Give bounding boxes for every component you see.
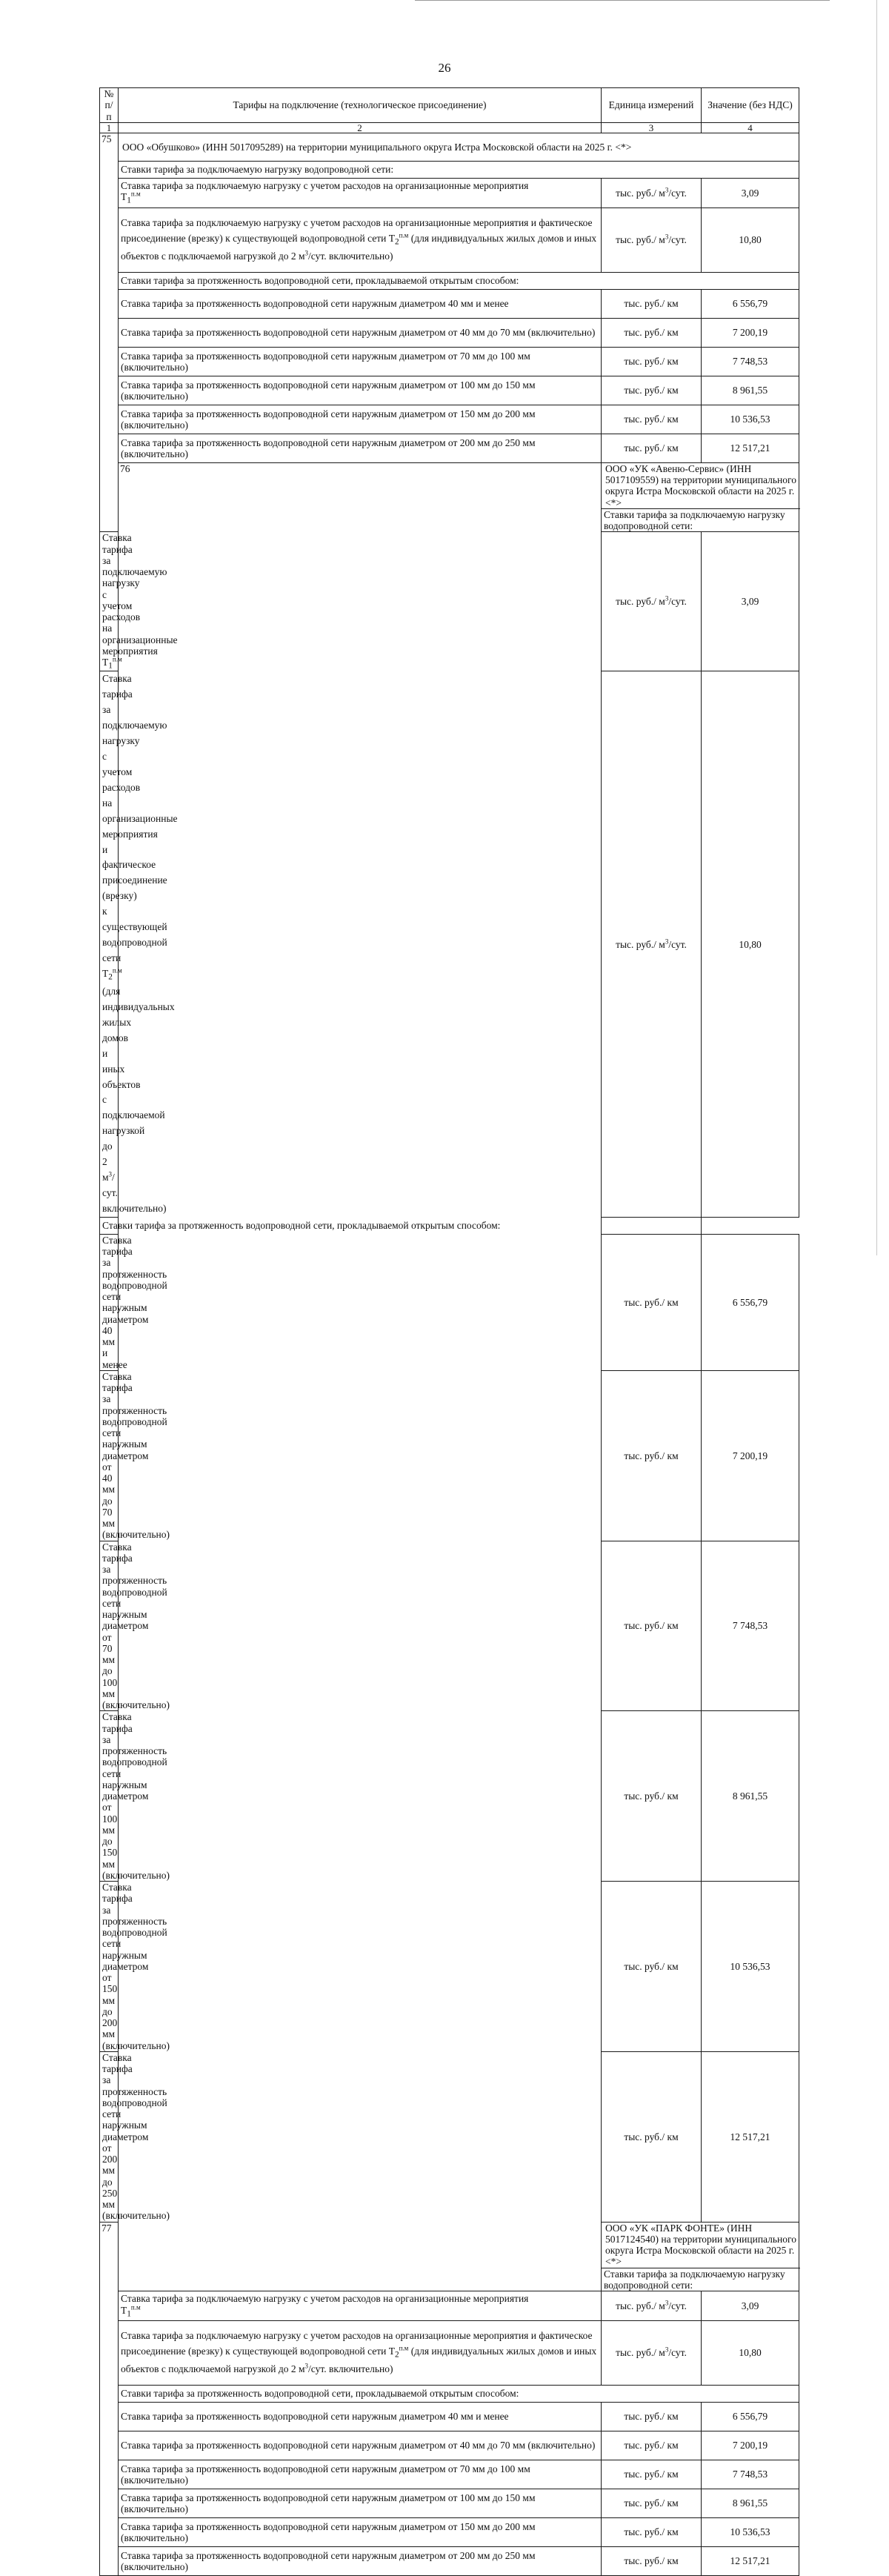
rate-length-desc: Ставка тарифа за протяженность водопроводной сети наружным диаметром от 70 мм до 100 мм (включительно) bbox=[119, 2460, 602, 2489]
section-row bbox=[100, 2386, 799, 2403]
unit-load-base: тыс. руб./ м bbox=[616, 2300, 665, 2311]
unit-load-exp: 3 bbox=[665, 186, 669, 194]
section-length-label: Ставки тарифа за протяженность водопроводной сети, прокладываемой открытым способом: bbox=[119, 2386, 799, 2403]
unit-length: тыс. руб./ км bbox=[602, 376, 702, 405]
value-rate-length: 6 556,79 bbox=[702, 2403, 799, 2431]
unit-load-tail: /сут. bbox=[668, 938, 687, 950]
unit-length: тыс. руб./ км bbox=[602, 2431, 702, 2460]
rate-length-desc: Ставка тарифа за протяженность водопроводной сети наружным диаметром от 40 мм до 70 мм (включительно) bbox=[100, 1370, 119, 1541]
rate-length-desc: Ставка тарифа за протяженность водопроводной сети наружным диаметром от 100 мм до 150 мм (включительно) bbox=[119, 376, 602, 405]
rate-length-desc: Ставка тарифа за протяженность водопроводной сети наружным диаметром от 100 мм до 150 мм (включительно) bbox=[119, 2489, 602, 2518]
section-load-label: Ставки тарифа за подключаемую нагрузку водопроводной сети: bbox=[602, 2268, 799, 2291]
org-number: 77 bbox=[100, 2222, 119, 2576]
value-rate-length: 7 748,53 bbox=[702, 347, 799, 376]
value-rate-length: 6 556,79 bbox=[702, 289, 799, 318]
unit-length: тыс. руб./ км bbox=[602, 1541, 702, 1711]
value-rate-load-org: 3,09 bbox=[702, 178, 799, 208]
table-row bbox=[100, 2321, 799, 2386]
value-rate-length: 8 961,55 bbox=[702, 2489, 799, 2518]
unit-load bbox=[602, 178, 702, 208]
value-rate-length: 12 517,21 bbox=[702, 2051, 799, 2222]
rate-load-org-text: Ставка тарифа за подключаемую нагрузку с учетом расходов на организационные мероприятия bbox=[121, 2293, 529, 2305]
tariff-symbol-sub: 1 bbox=[127, 2309, 131, 2319]
table-row bbox=[100, 2460, 799, 2489]
rate-length-desc: Ставка тарифа за протяженность водопроводной сети наружным диаметром от 150 мм до 200 мм (включительно) bbox=[119, 405, 602, 434]
value-rate-length: 10 536,53 bbox=[702, 1882, 799, 2052]
rate-load-org-text: Ставка тарифа за подключаемую нагрузку с учетом расходов на организационные мероприятия bbox=[121, 179, 529, 191]
value-rate-length: 6 556,79 bbox=[702, 1234, 799, 1370]
unit-length: тыс. руб./ км bbox=[602, 2051, 702, 2222]
unit-load-base: тыс. руб./ м bbox=[616, 2347, 665, 2359]
value-rate-load-org: 3,09 bbox=[702, 2291, 799, 2321]
header-value: Значение (без НДС) bbox=[702, 88, 799, 123]
rate-length-desc: Ставка тарифа за протяженность водопроводной сети наружным диаметром от 150 мм до 200 мм (включительно) bbox=[100, 1882, 119, 2052]
unit-load bbox=[602, 2321, 702, 2386]
value-rate-length: 8 961,55 bbox=[702, 376, 799, 405]
value-rate-length: 12 517,21 bbox=[702, 2547, 799, 2576]
rate-load-connection-exp: 3 bbox=[108, 1170, 113, 1178]
rate-length-desc: Ставка тарифа за протяженность водопроводной сети наружным диаметром 40 мм и менее bbox=[100, 1234, 119, 1370]
tariff-symbol-sup: п.м bbox=[130, 190, 141, 198]
rate-load-connection-text-b: (для индивидуальных жилых домов и иных объектов с подключаемой нагрузкой до 2 м bbox=[121, 2346, 597, 2375]
rate-load-connection-exp: 3 bbox=[304, 2362, 309, 2370]
table-row bbox=[100, 2431, 799, 2460]
value-rate-length: 10 536,53 bbox=[702, 2518, 799, 2547]
value-rate-load-org: 3,09 bbox=[702, 532, 799, 671]
unit-load-tail: /сут. bbox=[668, 187, 687, 199]
unit-load-tail: /сут. bbox=[668, 596, 687, 608]
tariff-symbol-sub: 2 bbox=[108, 972, 113, 982]
tariff-symbol-letter: T bbox=[121, 191, 127, 203]
tariff-symbol-t1 bbox=[121, 191, 599, 205]
org-number: 76 bbox=[119, 462, 602, 2291]
value-rate-length: 8 961,55 bbox=[702, 1711, 799, 1882]
table-row bbox=[100, 405, 799, 434]
rate-length-desc: Ставка тарифа за протяженность водопроводной сети наружным диаметром от 100 мм до 150 мм (включительно) bbox=[100, 1711, 119, 1882]
unit-length: тыс. руб./ км bbox=[602, 289, 702, 318]
tariff-symbol-sup: п.м bbox=[112, 966, 122, 975]
tariff-symbol-sup: п.м bbox=[112, 655, 122, 663]
value-rate-length: 7 748,53 bbox=[702, 1541, 799, 1711]
org-title: ООО «Обушково» (ИНН 5017095289) на территории муниципального округа Истра Московской области на 2025 г. <*> bbox=[119, 133, 799, 161]
table-row bbox=[100, 2547, 799, 2576]
section-row bbox=[100, 272, 799, 289]
rate-length-desc: Ставка тарифа за протяженность водопроводной сети наружным диаметром от 40 мм до 70 мм (включительно) bbox=[119, 2431, 602, 2460]
table-row bbox=[100, 2403, 799, 2431]
unit-length: тыс. руб./ км bbox=[602, 318, 702, 347]
rate-length-desc: Ставка тарифа за протяженность водопроводной сети наружным диаметром от 150 мм до 200 мм (включительно) bbox=[119, 2518, 602, 2547]
unit-length: тыс. руб./ км bbox=[602, 1370, 702, 1541]
rate-load-connection-text-c: /сут. включительно) bbox=[308, 250, 393, 262]
unit-length: тыс. руб./ км bbox=[602, 1234, 702, 1370]
section-row bbox=[100, 161, 799, 178]
org-title: ООО «УК «ПАРК ФОНТЕ» (ИНН 5017124540) на территории муниципального округа Истра Московской области на 2025 г. <*> bbox=[602, 2222, 799, 2268]
unit-load-exp: 3 bbox=[665, 2299, 669, 2307]
value-rate-length: 7 200,19 bbox=[702, 1370, 799, 1541]
table-row bbox=[100, 347, 799, 376]
unit-load bbox=[602, 671, 702, 1217]
rate-length-desc: Ставка тарифа за протяженность водопроводной сети наружным диаметром 40 мм и менее bbox=[119, 289, 602, 318]
tariff-symbol-sup: п.м bbox=[399, 2344, 409, 2352]
tariff-symbol-sub: 1 bbox=[108, 661, 113, 671]
unit-load-exp: 3 bbox=[665, 594, 669, 602]
rate-length-desc: Ставка тарифа за протяженность водопроводной сети наружным диаметром от 70 мм до 100 мм (включительно) bbox=[100, 1541, 119, 1711]
tariff-symbol-sub: 2 bbox=[394, 2350, 399, 2360]
unit-length: тыс. руб./ км bbox=[602, 347, 702, 376]
rate-load-connection bbox=[119, 208, 602, 272]
value-rate-length: 7 748,53 bbox=[702, 2460, 799, 2489]
unit-length: тыс. руб./ км bbox=[602, 1711, 702, 1882]
unit-length: тыс. руб./ км bbox=[602, 434, 702, 462]
unit-length: тыс. руб./ км bbox=[602, 2460, 702, 2489]
rate-load-org-text: Ставка тарифа за подключаемую нагрузку с учетом расходов на организационные мероприятия bbox=[102, 532, 178, 657]
table-body bbox=[100, 133, 799, 2575]
tariff-symbol-sup: п.м bbox=[399, 231, 409, 239]
unit-length: тыс. руб./ км bbox=[602, 2489, 702, 2518]
unit-load-base: тыс. руб./ м bbox=[616, 187, 665, 199]
tariff-table bbox=[99, 87, 799, 2576]
header-num: № п/п bbox=[100, 88, 119, 123]
rate-load-connection-text-c: /сут. включительно) bbox=[102, 1172, 167, 1214]
table-row bbox=[100, 2291, 799, 2321]
unit-load bbox=[602, 208, 702, 272]
org-title: ООО «УК «Авеню-Сервис» (ИНН 5017109559) на территории муниципального округа Истра Московской области на 2025 г. <*> bbox=[602, 462, 799, 508]
unit-load bbox=[602, 532, 702, 671]
value-rate-length: 12 517,21 bbox=[702, 434, 799, 462]
column-index-4: 4 bbox=[702, 122, 799, 133]
table-row bbox=[100, 434, 799, 462]
column-index-1: 1 bbox=[100, 122, 119, 133]
table-row bbox=[100, 376, 799, 405]
table-row bbox=[100, 318, 799, 347]
table-row bbox=[100, 2518, 799, 2547]
rate-load-connection-text-a: Ставка тарифа за подключаемую нагрузку с учетом расходов на организационные мероприятия и фактическое присоединение (врезку) к существующей водопроводной сети T bbox=[102, 673, 178, 979]
value-rate-load-connection: 10,80 bbox=[702, 671, 799, 1217]
unit-length: тыс. руб./ км bbox=[602, 2547, 702, 2576]
unit-load-tail: /сут. bbox=[668, 2347, 687, 2359]
header-unit: Единица измерений bbox=[602, 88, 702, 123]
unit-length: тыс. руб./ км bbox=[602, 2518, 702, 2547]
tariff-symbol-sub: 1 bbox=[127, 196, 131, 205]
tariff-symbol-letter: T bbox=[121, 2304, 127, 2316]
table-row bbox=[100, 2489, 799, 2518]
page-number: 26 bbox=[438, 61, 451, 75]
rate-load-connection-text-a: Ставка тарифа за подключаемую нагрузку с учетом расходов на организационные мероприятия и фактическое присоединение (врезку) к существующей водопроводной сети T bbox=[121, 2330, 593, 2357]
value-rate-load-connection: 10,80 bbox=[702, 2321, 799, 2386]
column-index-3: 3 bbox=[602, 122, 702, 133]
rate-load-org bbox=[100, 532, 178, 671]
table-row bbox=[100, 178, 799, 208]
scan-edge-right bbox=[876, 0, 877, 1255]
org-number: 75 bbox=[100, 133, 119, 532]
value-rate-load-connection: 10,80 bbox=[702, 208, 799, 272]
rate-length-desc: Ставка тарифа за протяженность водопроводной сети наружным диаметром 40 мм и менее bbox=[119, 2403, 602, 2431]
rate-length-desc: Ставка тарифа за протяженность водопроводной сети наружным диаметром от 40 мм до 70 мм (включительно) bbox=[119, 318, 602, 347]
value-rate-length: 10 536,53 bbox=[702, 405, 799, 434]
unit-length: тыс. руб./ км bbox=[602, 2403, 702, 2431]
header-name: Тарифы на подключение (технологическое присоединение) bbox=[119, 88, 602, 123]
rate-length-desc: Ставка тарифа за протяженность водопроводной сети наружным диаметром от 200 мм до 250 мм (включительно) bbox=[119, 2547, 602, 2576]
unit-load-base: тыс. руб./ м bbox=[616, 596, 665, 608]
unit-load-exp: 3 bbox=[665, 937, 669, 945]
org-row bbox=[100, 462, 799, 508]
unit-load-exp: 3 bbox=[665, 233, 669, 241]
unit-load-tail: /сут. bbox=[668, 2300, 687, 2311]
rate-load-connection bbox=[119, 2321, 602, 2386]
section-row bbox=[100, 1217, 799, 1234]
rate-load-connection-text-c: /сут. включительно) bbox=[308, 2363, 393, 2375]
rate-load-connection-text-b: (для индивидуальных жилых домов и иных объектов с подключаемой нагрузкой до 2 м bbox=[121, 232, 597, 262]
section-length-label: Ставки тарифа за протяженность водопроводной сети, прокладываемой открытым способом: bbox=[100, 1217, 702, 1234]
value-rate-length: 7 200,19 bbox=[702, 2431, 799, 2460]
rate-load-connection-text-a: Ставка тарифа за подключаемую нагрузку с учетом расходов на организационные мероприятия и фактическое присоединение (врезку) к существующей водопроводной сети T bbox=[121, 216, 593, 244]
unit-load-tail: /сут. bbox=[668, 234, 687, 246]
value-rate-length: 7 200,19 bbox=[702, 318, 799, 347]
unit-length: тыс. руб./ км bbox=[602, 1882, 702, 2052]
table-row bbox=[100, 289, 799, 318]
rate-load-connection bbox=[100, 671, 178, 1217]
unit-load-exp: 3 bbox=[665, 2346, 669, 2354]
tariff-symbol-sub: 2 bbox=[394, 237, 399, 247]
org-row bbox=[100, 133, 799, 161]
rate-load-org bbox=[119, 178, 602, 208]
tariff-symbol-letter: T bbox=[102, 657, 109, 668]
rate-length-desc: Ставка тарифа за протяженность водопроводной сети наружным диаметром от 70 мм до 100 мм (включительно) bbox=[119, 347, 602, 376]
section-load-label: Ставки тарифа за подключаемую нагрузку водопроводной сети: bbox=[602, 508, 799, 532]
scan-edge-top bbox=[415, 0, 830, 1]
rate-load-org bbox=[119, 2291, 602, 2321]
unit-load-base: тыс. руб./ м bbox=[616, 234, 665, 246]
section-load-label: Ставки тарифа за подключаемую нагрузку водопроводной сети: bbox=[119, 161, 799, 178]
unit-load bbox=[602, 2291, 702, 2321]
rate-length-desc: Ставка тарифа за протяженность водопроводной сети наружным диаметром от 200 мм до 250 мм (включительно) bbox=[100, 2051, 119, 2222]
column-index-2: 2 bbox=[119, 122, 602, 133]
tariff-symbol-t1 bbox=[121, 2305, 599, 2319]
rate-length-desc: Ставка тарифа за протяженность водопроводной сети наружным диаметром от 200 мм до 250 мм (включительно) bbox=[119, 434, 602, 462]
unit-length: тыс. руб./ км bbox=[602, 405, 702, 434]
unit-load-base: тыс. руб./ м bbox=[616, 938, 665, 950]
table-row bbox=[100, 208, 799, 272]
section-length-label: Ставки тарифа за протяженность водопроводной сети, прокладываемой открытым способом: bbox=[119, 272, 799, 289]
tariff-symbol-t1 bbox=[102, 655, 122, 671]
rate-load-connection-exp: 3 bbox=[304, 249, 309, 257]
rate-load-connection-text-b: (для индивидуальных жилых домов и иных объектов с подключаемой нагрузкой до 2 м bbox=[102, 986, 175, 1184]
tariff-symbol-sup: п.м bbox=[130, 2303, 141, 2311]
